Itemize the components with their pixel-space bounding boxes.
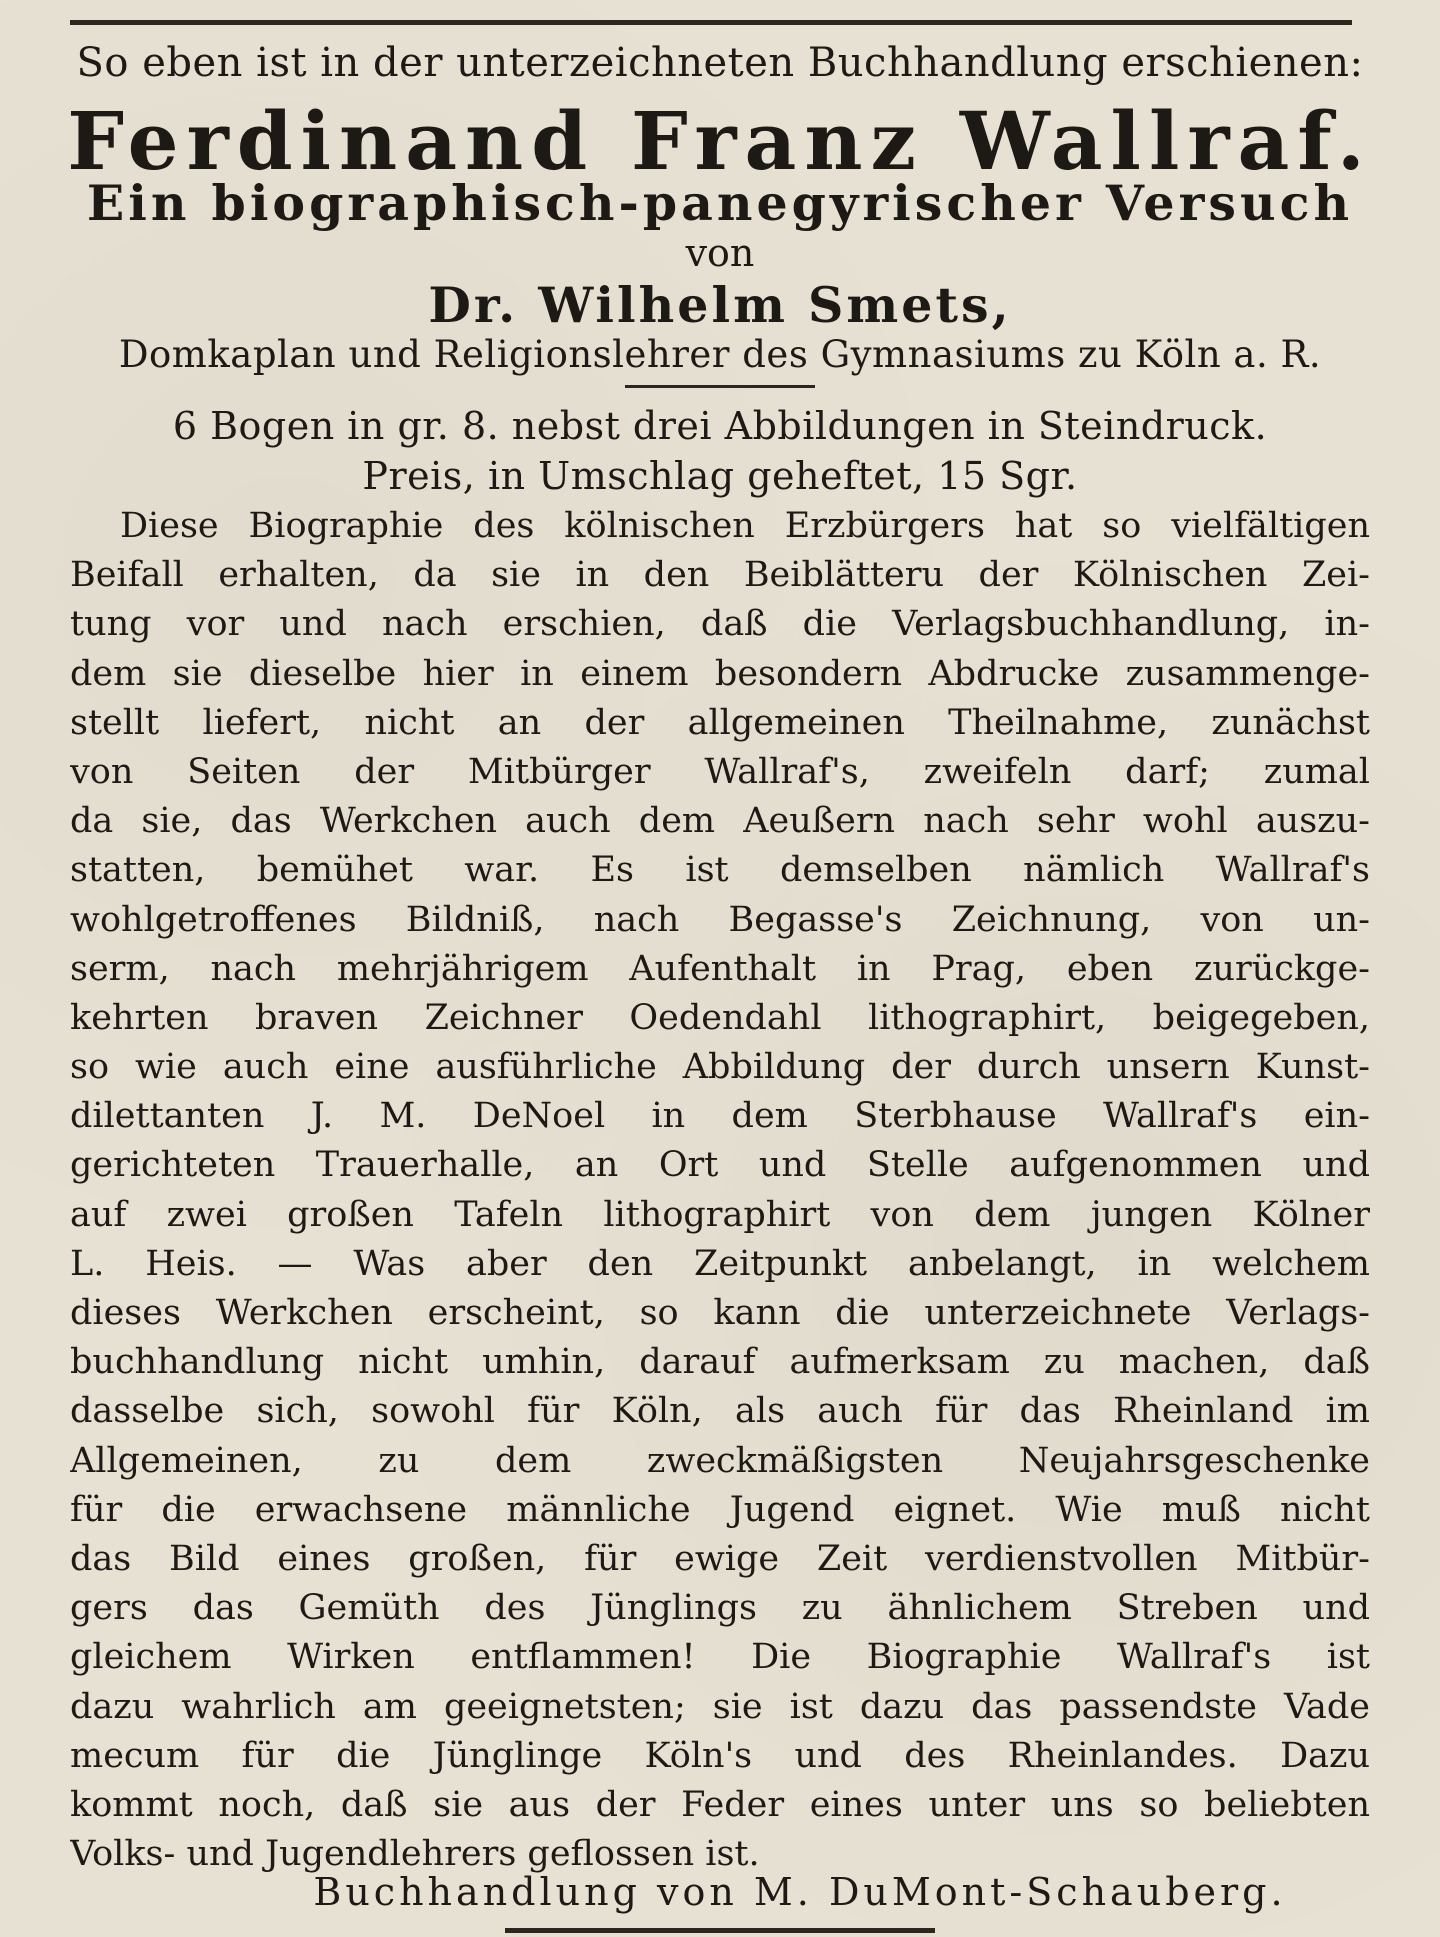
body-line: kehrten braven Zeichner Oedendahl lithographirt, beigegeben, xyxy=(70,997,1370,1038)
body-line: dem sie dieselbe hier in einem besondern Abdrucke zusammenge- xyxy=(70,653,1370,694)
body-line: Beifall erhalten, da sie in den Beiblätteru der Kölnischen Zei- xyxy=(70,555,1370,596)
body-line: für die erwachsene männliche Jugend eignet. Wie muß nicht xyxy=(70,1489,1370,1530)
bottom-rule xyxy=(505,1928,935,1933)
book-specs: 6 Bogen in gr. 8. nebst drei Abbildungen in Steindruck. xyxy=(172,404,1268,448)
body-line: tung vor und nach erschien, daß die Verlagsbuchhandlung, in- xyxy=(70,604,1370,645)
body-line: gleichem Wirken entflammen! Die Biographie Wallraf's ist xyxy=(70,1637,1370,1678)
body-line: wohlgetroffenes Bildniß, nach Begasse's Zeichnung, von un- xyxy=(70,899,1370,940)
body-line: L. Heis. — Was aber den Zeitpunkt anbelangt, in welchem xyxy=(70,1243,1370,1284)
publisher-signature: Buchhandlung von M. DuMont-Schauberg. xyxy=(313,1870,1287,1914)
body-line: statten, bemühet war. Es ist demselben nämlich Wallraf's xyxy=(70,850,1370,891)
book-price: Preis, in Umschlag geheftet, 15 Sgr. xyxy=(362,454,1078,498)
body-line: buchhandlung nicht umhin, darauf aufmerksam zu machen, daß xyxy=(70,1342,1370,1383)
body-line: dazu wahrlich am geeignetsten; sie ist dazu das passendste Vade xyxy=(70,1686,1370,1727)
body-line: Diese Biographie des kölnischen Erzbürgers hat so vielfältigen xyxy=(120,506,1370,546)
body-line: auf zwei großen Tafeln lithographirt von dem jungen Kölner xyxy=(70,1194,1370,1235)
body-line: so wie auch eine ausführliche Abbildung der durch unsern Kunst- xyxy=(70,1047,1370,1088)
body-line: da sie, das Werkchen auch dem Aeußern nach sehr wohl auszu- xyxy=(70,801,1370,842)
body-line: Volks- und Jugendlehrers geflossen ist. xyxy=(70,1834,760,1875)
divider-rule xyxy=(625,385,815,388)
body-line: gers das Gemüth des Jünglings zu ähnlichem Streben und xyxy=(70,1588,1370,1629)
author-role: Domkaplan und Religionslehrer des Gymnasiums zu Köln a. R. xyxy=(118,333,1322,376)
book-subtitle: Ein biographisch-panegyrischer Versuch xyxy=(86,174,1354,232)
announcement-kicker: So eben ist in der unterzeichneten Buchhandlung erschienen: xyxy=(76,40,1364,86)
author-name: Dr. Wilhelm Smets, xyxy=(428,276,1012,334)
body-line: das Bild eines großen, für ewige Zeit verdienstvollen Mitbür- xyxy=(70,1538,1370,1579)
book-title: Ferdinand Franz Wallraf. xyxy=(67,94,1373,188)
by-line: von xyxy=(685,231,755,275)
body-line: dasselbe sich, sowohl für Köln, als auch für das Rheinland im xyxy=(70,1391,1370,1432)
body-line: mecum für die Jünglinge Köln's und des Rheinlandes. Dazu xyxy=(70,1735,1370,1776)
body-line: serm, nach mehrjährigem Aufenthalt in Prag, eben zurückge- xyxy=(70,948,1370,989)
body-line: stellt liefert, nicht an der allgemeinen Theilnahme, zunächst xyxy=(70,702,1370,743)
body-line: dieses Werkchen erscheint, so kann die unterzeichnete Verlags- xyxy=(70,1293,1370,1333)
top-rule xyxy=(70,20,1352,25)
body-line: kommt noch, daß sie aus der Feder eines unter uns so beliebten xyxy=(70,1784,1370,1825)
body-paragraph xyxy=(70,502,1370,1879)
body-line: Allgemeinen, zu dem zweckmäßigsten Neujahrsgeschenke xyxy=(70,1440,1370,1481)
body-line: dilettanten J. M. DeNoel in dem Sterbhause Wallraf's ein- xyxy=(70,1096,1370,1137)
body-line: gerichteten Trauerhalle, an Ort und Stelle aufgenommen und xyxy=(70,1145,1370,1186)
body-line: von Seiten der Mitbürger Wallraf's, zweifeln darf; zumal xyxy=(70,751,1370,792)
